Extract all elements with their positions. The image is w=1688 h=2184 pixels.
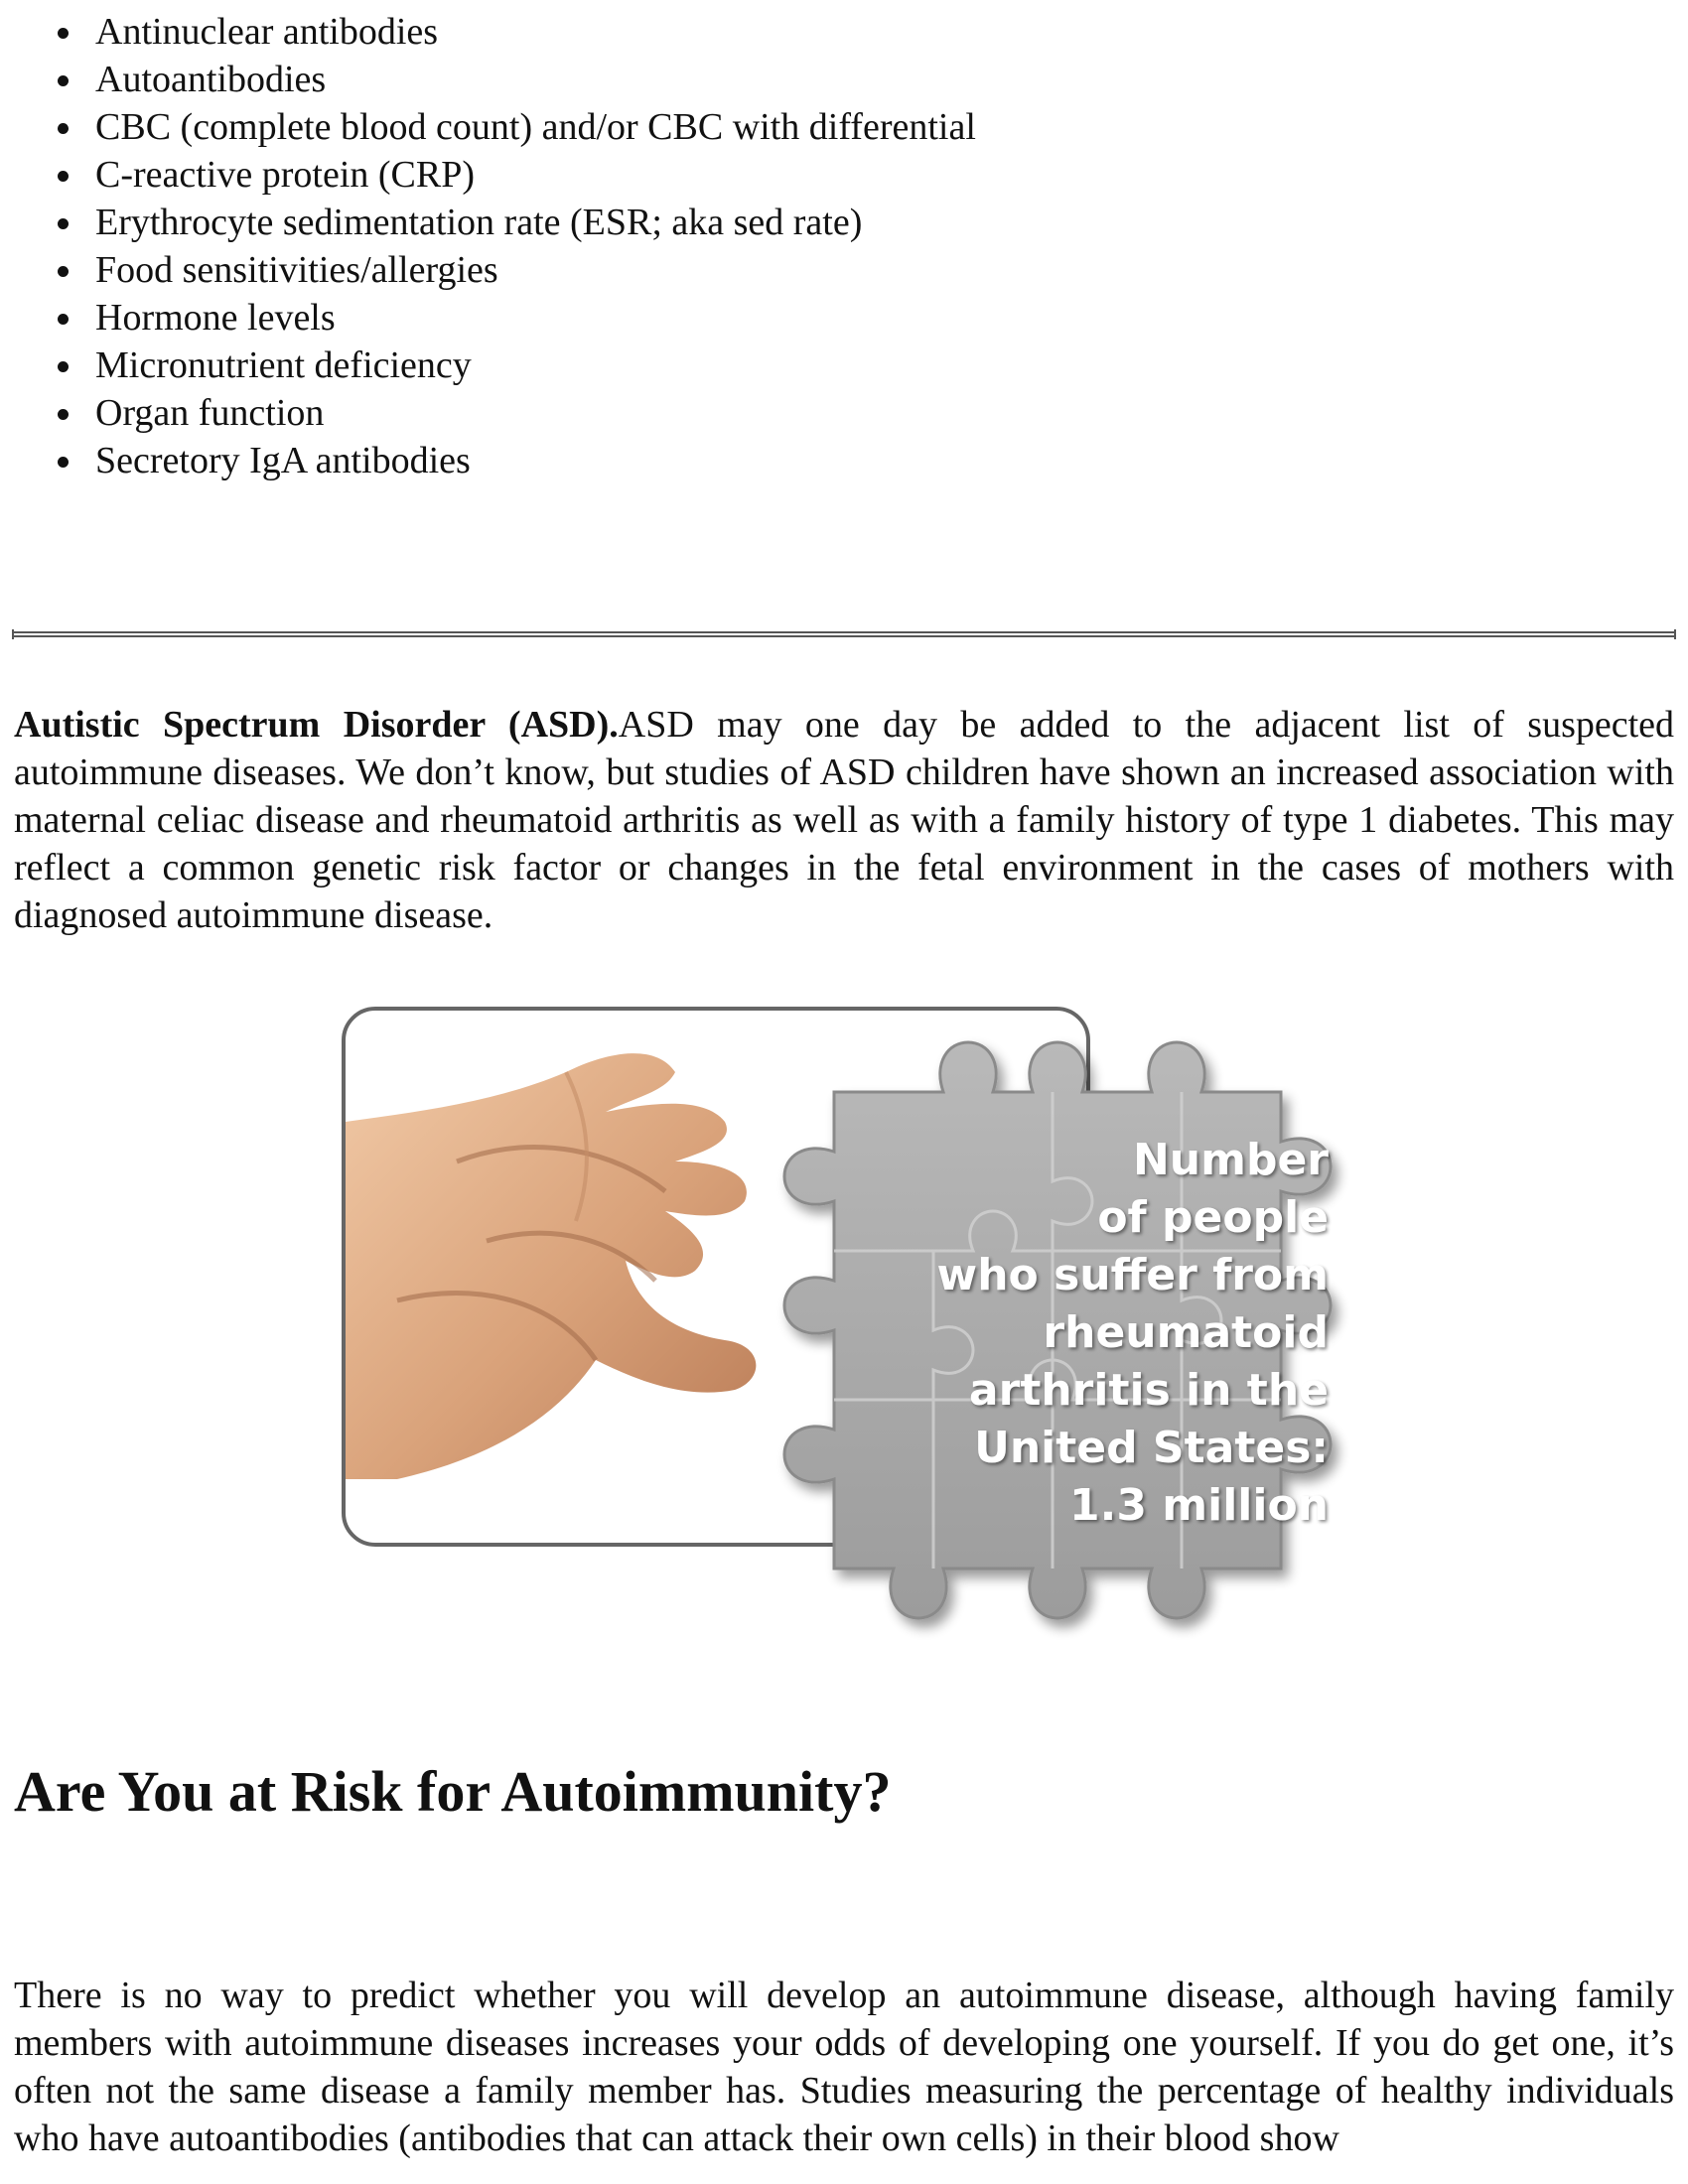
list-item: Organ function (42, 389, 976, 437)
section-heading: Are You at Risk for Autoimmunity? (14, 1759, 892, 1824)
list-item: Erythrocyte sedimentation rate (ESR; aka sed rate) (42, 199, 976, 246)
list-item: Antinuclear antibodies (42, 8, 976, 56)
asd-body: ASD may one day be added to the adjacent list of suspected autoimmune diseases. We don’t know, but studies of ASD children have shown an increased association with maternal celiac disease and rheumatoid arthritis as well as with a family history of type 1 diabetes. This may reflect a common genetic risk factor or changes in the fetal environment in the cases of mothers with diagnosed autoimmune disease. (14, 704, 1675, 936)
list-item: CBC (complete blood count) and/or CBC with differential (42, 103, 976, 151)
caption-line: Number (1132, 1135, 1329, 1185)
asd-lead: Autistic Spectrum Disorder (ASD). (14, 704, 619, 746)
caption-line: rheumatoid (1043, 1307, 1329, 1358)
caption-line: of people (1097, 1192, 1329, 1243)
caption-line: 1.3 million (1069, 1480, 1329, 1531)
section-divider (12, 631, 1676, 637)
list-item: Autoantibodies (42, 56, 976, 103)
list-item: Food sensitivities/allergies (42, 246, 976, 294)
list-item: Secretory IgA antibodies (42, 437, 976, 484)
list-item: Micronutrient deficiency (42, 341, 976, 389)
risk-paragraph: There is no way to predict whether you will develop an autoimmune disease, although having family members with autoimmune diseases increases your odds of developing one yourself. If you do get one, it’s often not the same disease a family member has. Studies measuring the percentage of healthy individuals who have autoantibodies (antibodies that can attack their own cells) in their blood show (14, 1975, 1674, 2159)
ra-statistic-figure (338, 1003, 1450, 1658)
test-list (42, 8, 976, 484)
figure-caption (937, 1132, 1329, 1535)
list-item: Hormone levels (42, 294, 976, 341)
caption-line: who suffer from (936, 1250, 1329, 1300)
caption-line: arthritis in the (968, 1365, 1329, 1416)
list-item: C-reactive protein (CRP) (42, 151, 976, 199)
caption-line: United States: (974, 1423, 1329, 1473)
asd-paragraph (14, 701, 1674, 939)
